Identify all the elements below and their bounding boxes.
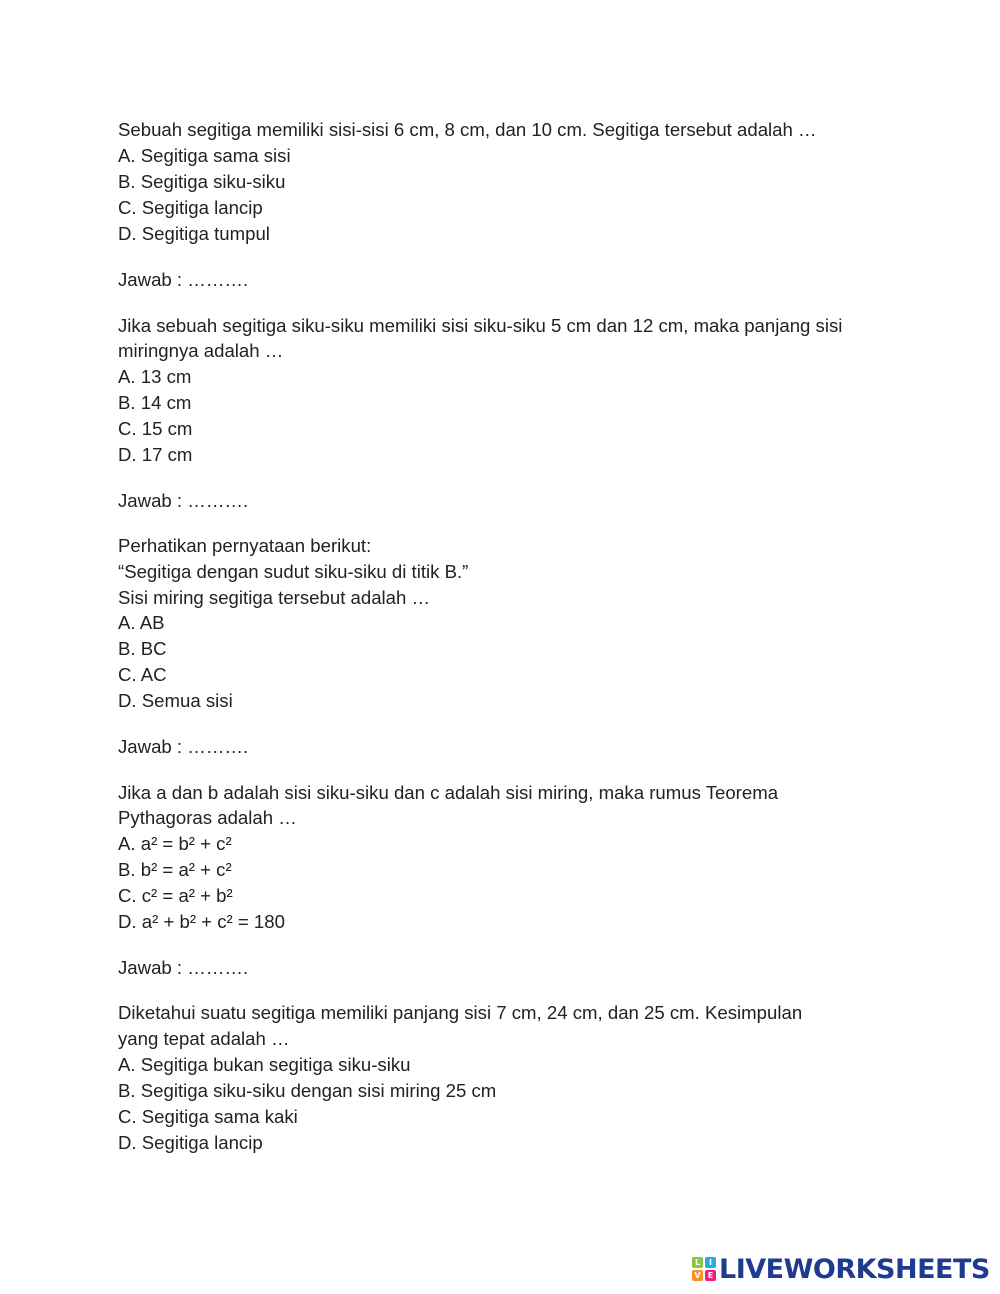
question-4-option-b: B. b² = a² + c²	[118, 859, 232, 880]
question-2-option-c: C. 15 cm	[118, 418, 193, 439]
question-3-text-line-1: Perhatikan pernyataan berikut:	[118, 535, 372, 556]
question-2-option-d: D. 17 cm	[118, 444, 193, 465]
logo-mark-letter: V	[692, 1270, 703, 1281]
logo-mark-letter: E	[705, 1270, 716, 1281]
question-1-option-c: C. Segitiga lancip	[118, 197, 263, 218]
question-2-answer-field[interactable]: Jawab : ……….	[118, 490, 249, 511]
question-4-text-line-2: Pythagoras adalah …	[118, 807, 297, 828]
question-1-option-b: B. Segitiga siku-siku	[118, 171, 286, 192]
question-4-text-line-1: Jika a dan b adalah sisi siku-siku dan c adalah sisi miring, maka rumus Teorema	[118, 782, 779, 803]
logo-mark-letter: L	[692, 1257, 703, 1268]
liveworksheets-logo-icon	[692, 1257, 716, 1281]
question-2-text-line-2: miringnya adalah …	[118, 340, 284, 361]
logo-text: LIVEWORKSHEETS	[719, 1253, 990, 1285]
question-5-text-line-1: Diketahui suatu segitiga memiliki panjang sisi 7 cm, 24 cm, dan 25 cm. Kesimpulan	[118, 1002, 803, 1023]
question-1-answer-field[interactable]: Jawab : ……….	[118, 269, 249, 290]
question-5-text-line-2: yang tepat adalah …	[118, 1028, 290, 1049]
question-2-text-line-1: Jika sebuah segitiga siku-siku memiliki sisi siku-siku 5 cm dan 12 cm, maka panjang sisi	[118, 315, 843, 336]
question-3-text-line-2: “Segitiga dengan sudut siku-siku di titik B.”	[118, 561, 469, 582]
question-3-option-c: C. AC	[118, 664, 167, 685]
question-4-answer-field[interactable]: Jawab : ……….	[118, 957, 249, 978]
question-4-option-c: C. c² = a² + b²	[118, 885, 233, 906]
question-3-answer-field[interactable]: Jawab : ……….	[118, 736, 249, 757]
question-5-option-c: C. Segitiga sama kaki	[118, 1106, 298, 1127]
question-1-option-d: D. Segitiga tumpul	[118, 223, 270, 244]
question-5-option-b: B. Segitiga siku-siku dengan sisi miring 25 cm	[118, 1080, 497, 1101]
question-1-text: Sebuah segitiga memiliki sisi-sisi 6 cm, 8 cm, dan 10 cm. Segitiga tersebut adalah …	[118, 119, 817, 140]
question-5-option-a: A. Segitiga bukan segitiga siku-siku	[118, 1054, 411, 1075]
question-2-option-a: A. 13 cm	[118, 366, 192, 387]
question-3-option-b: B. BC	[118, 638, 167, 659]
question-3-option-a: A. AB	[118, 612, 165, 633]
question-5-option-d: D. Segitiga lancip	[118, 1132, 263, 1153]
logo-mark-letter: I	[705, 1257, 716, 1268]
question-4-option-a: A. a² = b² + c²	[118, 833, 232, 854]
question-3-option-d: D. Semua sisi	[118, 690, 233, 711]
question-1-option-a: A. Segitiga sama sisi	[118, 145, 291, 166]
question-4-option-d: D. a² + b² + c² = 180	[118, 911, 285, 932]
liveworksheets-logo	[692, 1254, 990, 1284]
question-3-text-line-3: Sisi miring segitiga tersebut adalah …	[118, 587, 431, 608]
question-2-option-b: B. 14 cm	[118, 392, 192, 413]
